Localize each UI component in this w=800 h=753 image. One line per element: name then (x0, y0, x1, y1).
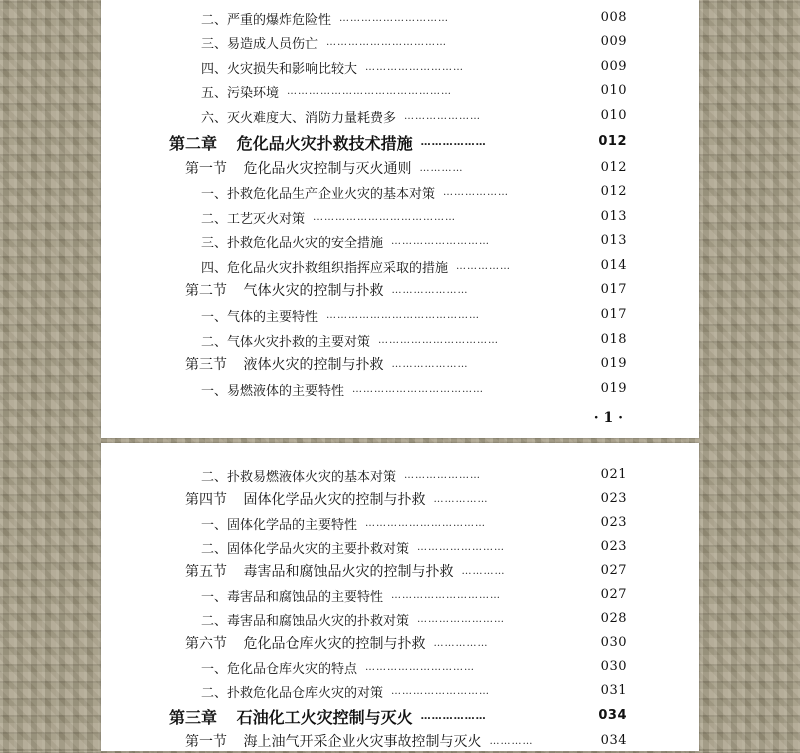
toc-entry-title: 四、火灾损失和影响比较大 (201, 61, 358, 77)
toc-leader-dots: …………………… (417, 613, 506, 625)
toc-page-number: 030 (600, 659, 627, 674)
toc-page-2 (101, 443, 699, 751)
toc-entry-title: 二、严重的爆炸危险性 (201, 12, 332, 28)
toc-page-number: 017 (600, 282, 627, 297)
toc-leader-dots: …………………………………… (326, 309, 481, 321)
toc-leader-dots: ……………………… (391, 235, 491, 247)
toc-entry-title: 三、扑救危化品火灾的安全措施 (201, 235, 384, 251)
toc-entry-title: 一、气体的主要特性 (201, 309, 319, 325)
toc-page-number: 017 (600, 307, 627, 322)
toc-page-number: 034 (600, 733, 627, 748)
toc-leader-dots: ……………………… (365, 61, 465, 73)
toc-page-number: 012 (598, 134, 627, 149)
page-number-footer: · 1 · (593, 410, 623, 426)
toc-entry (101, 583, 699, 607)
toc-leader-dots: ………………………………… (313, 211, 457, 223)
toc-page-number: 021 (600, 467, 627, 482)
toc-leader-dots: ……………… (420, 710, 487, 722)
toc-page-number: 010 (600, 108, 627, 123)
toc-entry (101, 79, 699, 103)
toc-page-number: 010 (600, 83, 627, 98)
toc-page-number: 018 (600, 332, 627, 347)
toc-chapter-heading (101, 130, 699, 154)
toc-page-number: 013 (600, 209, 627, 224)
toc-leader-dots: …………… (433, 637, 489, 649)
toc-leader-dots: …………… (456, 260, 512, 272)
toc-page-number: 023 (600, 491, 627, 506)
toc-entry-title: 五、污染环境 (201, 85, 280, 101)
toc-entry-title: 第四节 固体化学品火灾的控制与扑救 (185, 492, 426, 508)
toc-leader-dots: …………………………… (326, 36, 448, 48)
toc-leader-dots: …………… (433, 493, 489, 505)
toc-leader-dots: ………………… (404, 110, 482, 122)
toc-entry-title: 二、工艺灭火对策 (201, 211, 306, 227)
toc-page-number: 012 (600, 160, 627, 175)
toc-page-number: 027 (600, 587, 627, 602)
toc-page-number: 012 (600, 184, 627, 199)
toc-leader-dots: ………… (489, 735, 534, 747)
toc-page-number: 023 (600, 515, 627, 530)
toc-entry (101, 104, 699, 128)
toc-entry-title: 二、毒害品和腐蚀品火灾的扑救对策 (201, 613, 410, 629)
toc-page-number: 023 (600, 539, 627, 554)
toc-section-heading (101, 729, 699, 753)
toc-entry (101, 328, 699, 352)
toc-entry (101, 303, 699, 327)
toc-leader-dots: ……………… (420, 136, 487, 148)
toc-entry (101, 30, 699, 54)
toc-entry-title: 第三章 石油化工火灾控制与灭火 (169, 707, 413, 727)
toc-section-heading (101, 487, 699, 511)
toc-entry (101, 535, 699, 559)
toc-page-number: 034 (598, 708, 627, 723)
toc-leader-dots: ………………………… (391, 589, 502, 601)
toc-leader-dots: ………………………… (365, 661, 476, 673)
toc-entry (101, 655, 699, 679)
toc-entry-title: 三、易造成人员伤亡 (201, 36, 319, 52)
toc-entry-title: 第一节 海上油气开采企业火灾事故控制与灭火 (185, 734, 482, 750)
toc-page-number: 031 (600, 683, 627, 698)
toc-leader-dots: ……………………… (391, 685, 491, 697)
toc-page-number: 014 (600, 258, 627, 273)
toc-page-number: 030 (600, 635, 627, 650)
toc-entry (101, 229, 699, 253)
toc-entry-title: 第六节 危化品仓库火灾的控制与扑救 (185, 636, 426, 652)
toc-page-number: 019 (600, 356, 627, 371)
toc-leader-dots: ………………… (391, 358, 469, 370)
toc-entry-title: 第三节 液体火灾的控制与扑救 (185, 357, 384, 373)
toc-leader-dots: …………………………… (378, 334, 500, 346)
toc-page-number: 009 (600, 59, 627, 74)
toc-entry-title: 第五节 毒害品和腐蚀品火灾的控制与扑救 (185, 564, 454, 580)
toc-entry (101, 511, 699, 535)
toc-entry-title: 一、扑救危化品生产企业火灾的基本对策 (201, 186, 436, 202)
toc-entry-title: 一、危化品仓库火灾的特点 (201, 661, 358, 677)
toc-entry-title: 六、灭火难度大、消防力量耗费多 (201, 110, 397, 126)
toc-entry (101, 55, 699, 79)
toc-leader-dots: ………… (419, 162, 464, 174)
toc-page-number: 013 (600, 233, 627, 248)
toc-entry (101, 377, 699, 401)
toc-section-heading (101, 559, 699, 583)
toc-leader-dots: …………………………… (365, 517, 487, 529)
toc-leader-dots: ………………… (391, 284, 469, 296)
toc-entry (101, 180, 699, 204)
toc-entry-title: 二、气体火灾扑救的主要对策 (201, 334, 371, 350)
toc-entry (101, 607, 699, 631)
toc-page-1 (101, 0, 699, 438)
toc-entry (101, 463, 699, 487)
toc-entry-title: 二、扑救危化品仓库火灾的对策 (201, 685, 384, 701)
toc-section-heading (101, 631, 699, 655)
toc-entry-title: 一、易燃液体的主要特性 (201, 383, 345, 399)
toc-entry-title: 第二章 危化品火灾扑救技术措施 (169, 133, 413, 153)
toc-entry-title: 二、扑救易燃液体火灾的基本对策 (201, 469, 397, 485)
toc-leader-dots: ………………… (404, 469, 482, 481)
toc-entry-title: 第一节 危化品火灾控制与灭火通则 (185, 161, 412, 177)
toc-leader-dots: …………………… (417, 541, 506, 553)
toc-chapter-heading (101, 704, 699, 728)
toc-entry-title: 四、危化品火灾扑救组织指挥应采取的措施 (201, 260, 449, 276)
toc-page-number: 008 (600, 10, 627, 25)
toc-entry (101, 254, 699, 278)
toc-page-number: 019 (600, 381, 627, 396)
toc-page-number: 028 (600, 611, 627, 626)
toc-entry-title: 一、毒害品和腐蚀品的主要特性 (201, 589, 384, 605)
toc-page-number: 027 (600, 563, 627, 578)
toc-leader-dots: ……………… (443, 186, 510, 198)
toc-entry (101, 6, 699, 30)
toc-section-heading (101, 278, 699, 302)
toc-leader-dots: ……………………………… (352, 383, 485, 395)
toc-section-heading (101, 352, 699, 376)
toc-leader-dots: ……………………………………… (287, 85, 453, 97)
toc-leader-dots: ………… (461, 565, 506, 577)
toc-entry-title: 第二节 气体火灾的控制与扑救 (185, 283, 384, 299)
toc-entry (101, 205, 699, 229)
toc-entry-title: 一、固体化学品的主要特性 (201, 517, 358, 533)
toc-entry-title: 二、固体化学品火灾的主要扑救对策 (201, 541, 410, 557)
toc-entry (101, 679, 699, 703)
toc-leader-dots: ………………………… (339, 12, 450, 24)
toc-section-heading (101, 156, 699, 180)
toc-page-number: 009 (600, 34, 627, 49)
